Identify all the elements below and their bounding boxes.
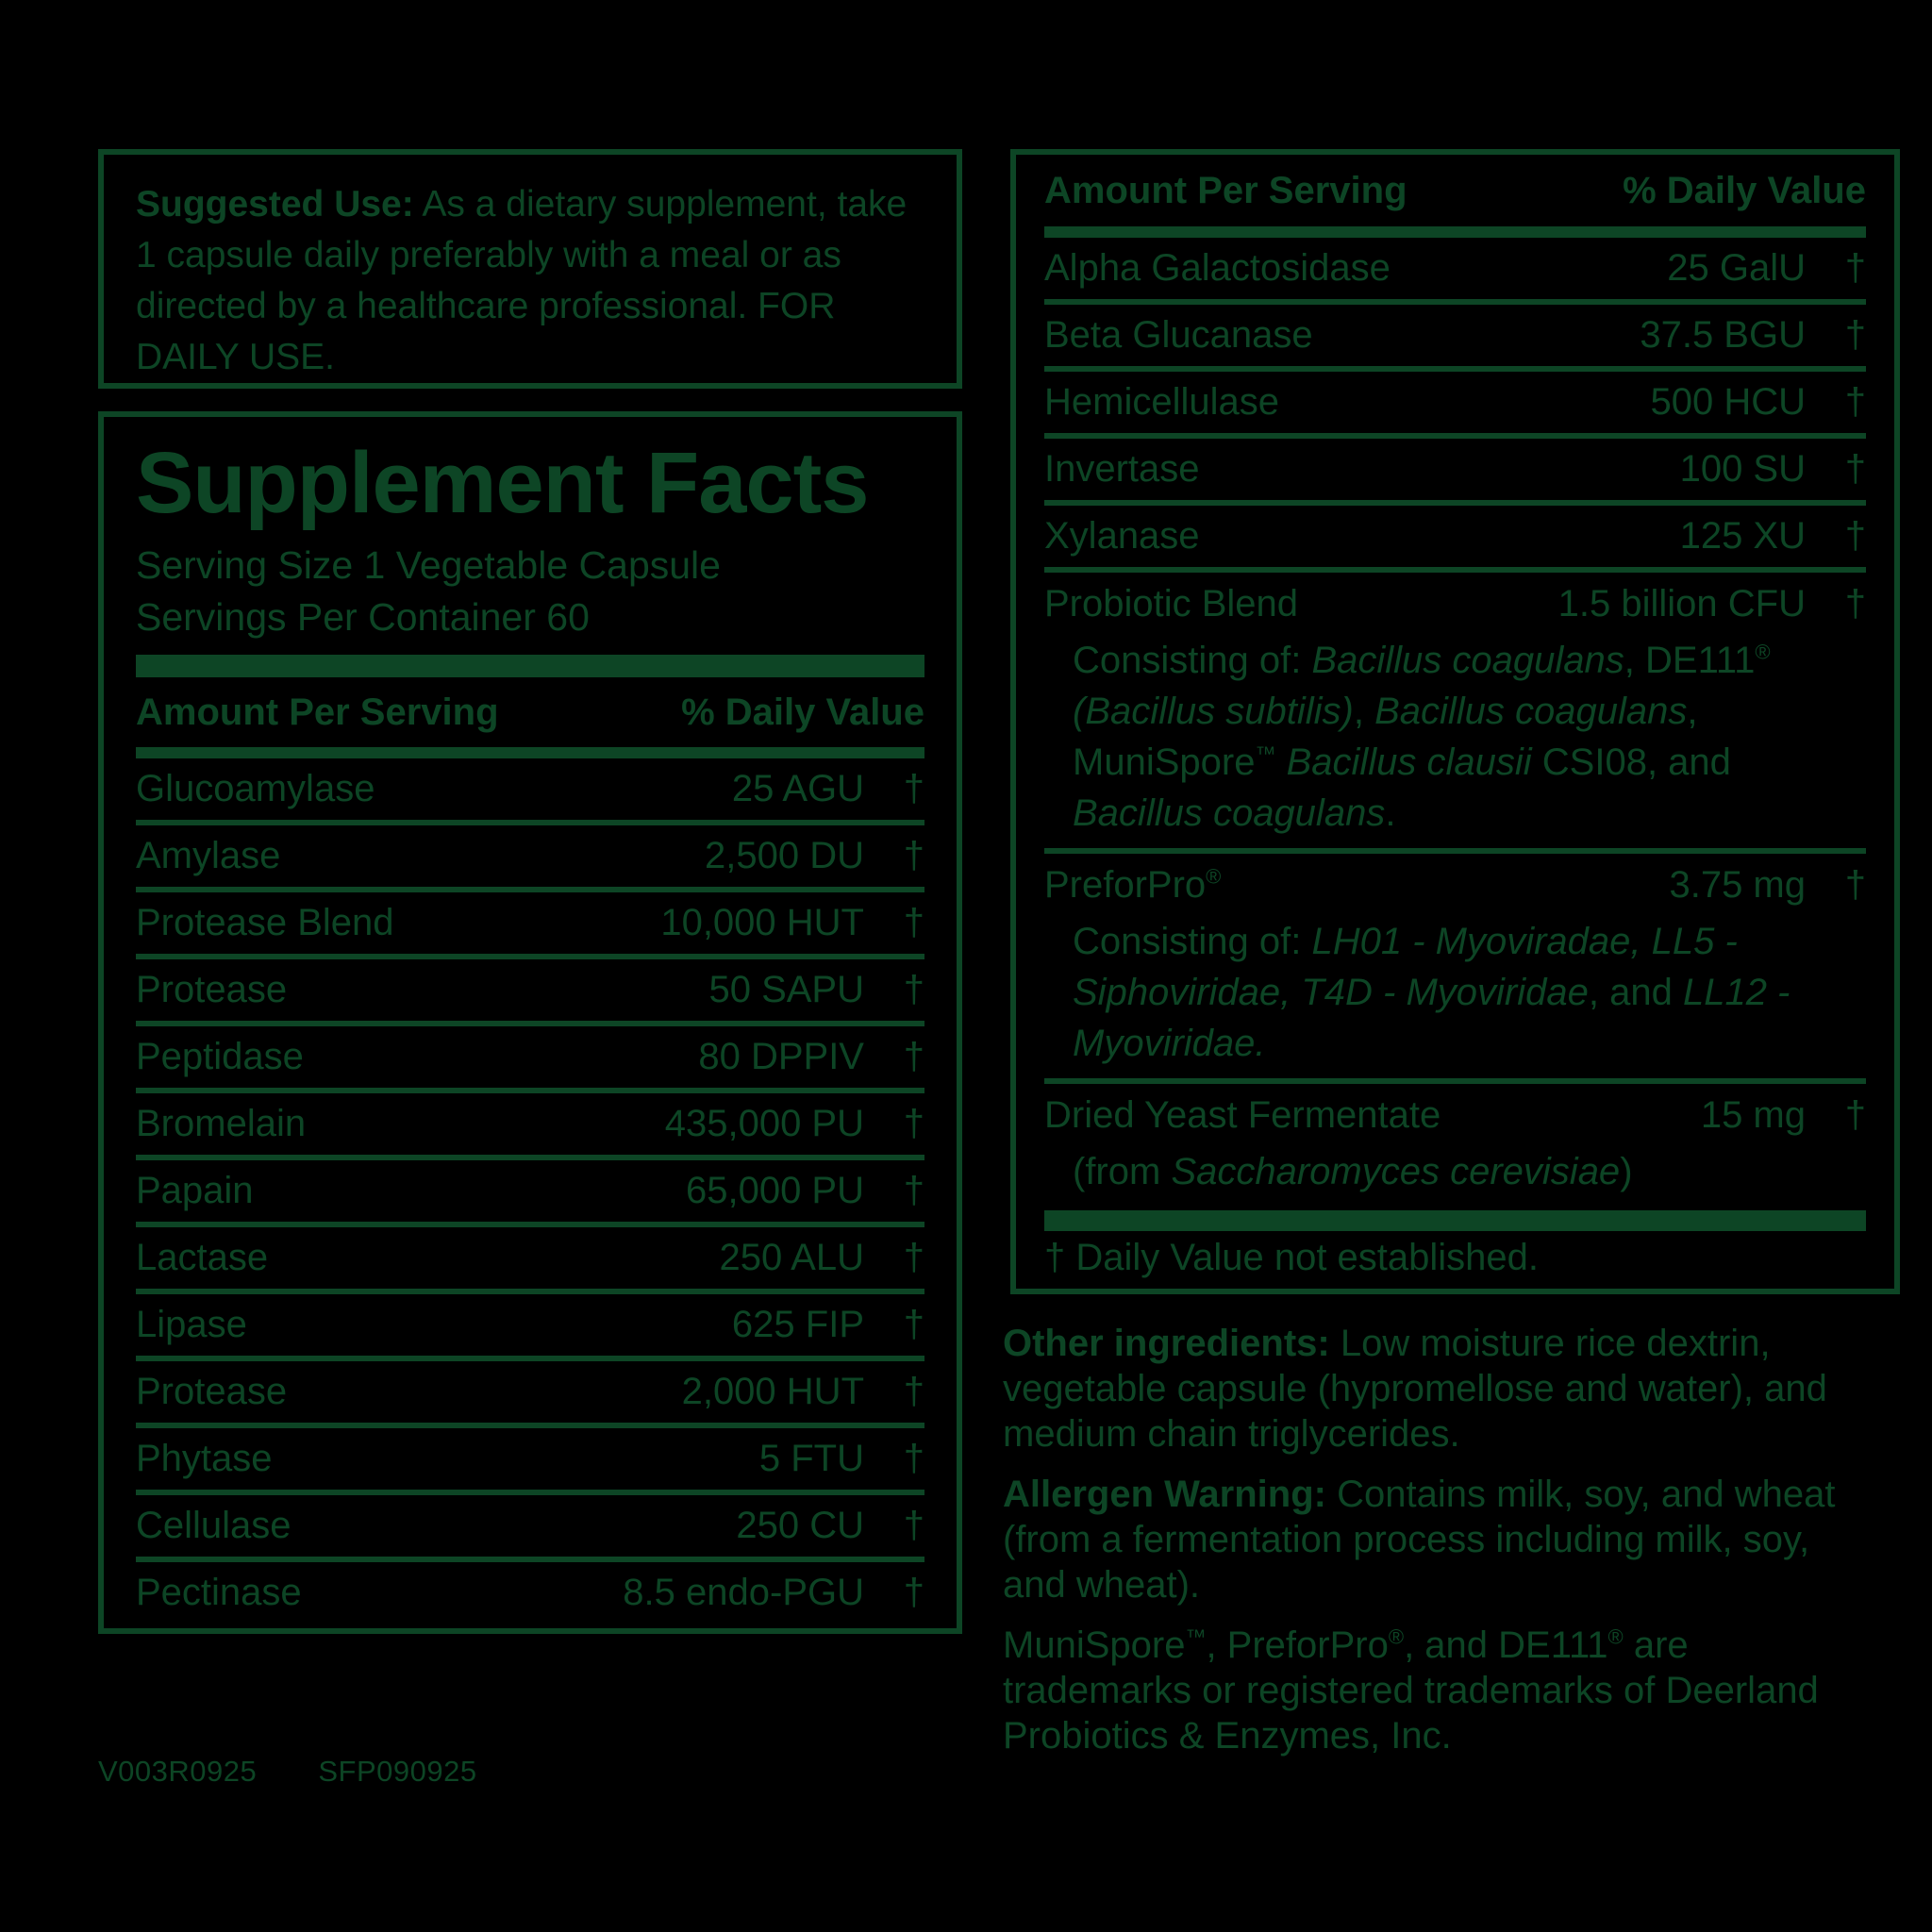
ingredient-row bbox=[136, 1361, 924, 1428]
ingredient-row bbox=[136, 1428, 924, 1495]
dagger-symbol: † bbox=[903, 835, 924, 876]
daily-value-label: % Daily Value bbox=[1623, 169, 1866, 211]
ingredient-row bbox=[1044, 439, 1866, 506]
dagger-symbol: † bbox=[903, 1304, 924, 1345]
probiotic-composition: Consisting of: Bacillus coagulans, DE111® (Bacillus subtilis), Bacillus coagulans, MuniSpore™ Bacillus clausii CSI08, and Bacillus coagulans. bbox=[1073, 640, 1771, 834]
divider-bar-thick bbox=[136, 655, 924, 677]
other-ingredients-paragraph bbox=[1003, 1321, 1871, 1457]
ingredient-amount: 2,500 DU bbox=[705, 835, 864, 876]
preforpro-composition: Consisting of: LH01 - Myoviradae, LL5 - Siphoviridae, T4D - Myoviridae, and LL12 - Myoviridae. bbox=[1073, 921, 1790, 1064]
dagger-symbol: † bbox=[903, 969, 924, 1010]
trademark-paragraph: MuniSpore™, PreforPro®, and DE111® are trademarks or registered trademarks of Deerland Probiotics & Enzymes, Inc. bbox=[1003, 1624, 1819, 1757]
ingredient-amount: 100 SU bbox=[1679, 448, 1806, 490]
allergen-warning-text: Contains milk, soy, and wheat (from a fermentation process including milk, soy, and wheat). bbox=[1003, 1474, 1836, 1606]
ingredient-name: Invertase bbox=[1044, 448, 1200, 490]
dagger-symbol: † bbox=[903, 1572, 924, 1613]
ingredient-amount: 125 XU bbox=[1679, 515, 1806, 557]
ingredient-row bbox=[136, 892, 924, 959]
preforpro-block bbox=[1044, 854, 1866, 1084]
dried-yeast-block bbox=[1044, 1084, 1866, 1205]
ingredient-name: Protease bbox=[136, 969, 288, 1010]
ingredient-name: Papain bbox=[136, 1170, 254, 1211]
dagger-symbol: † bbox=[1844, 448, 1866, 490]
lot-code: V003R0925 bbox=[98, 1755, 258, 1788]
right-column-header bbox=[1044, 155, 1866, 226]
allergen-warning-paragraph bbox=[1003, 1472, 1871, 1607]
ingredient-name: Amylase bbox=[136, 835, 281, 876]
info-paragraphs bbox=[1003, 1321, 1871, 1774]
dagger-symbol: † bbox=[1844, 515, 1866, 557]
ingredient-amount: 8.5 endo-PGU bbox=[623, 1572, 864, 1613]
ingredient-name: PreforPro® bbox=[1044, 863, 1222, 906]
ingredient-name: Bromelain bbox=[136, 1103, 307, 1144]
ingredient-amount: 25 GalU bbox=[1667, 247, 1806, 289]
dagger-symbol: † bbox=[903, 1505, 924, 1546]
dagger-symbol: † bbox=[1844, 1093, 1866, 1136]
amount-per-serving-label: Amount Per Serving bbox=[136, 691, 499, 733]
ingredient-row bbox=[136, 1160, 924, 1227]
ingredient-row bbox=[136, 1227, 924, 1294]
other-ingredients-lead: Other ingredients: bbox=[1003, 1323, 1330, 1364]
ingredient-amount: 25 AGU bbox=[731, 768, 864, 809]
ingredient-name: Hemicellulase bbox=[1044, 381, 1279, 423]
ingredient-amount: 15 mg bbox=[1700, 1093, 1806, 1136]
ingredient-row bbox=[1044, 506, 1866, 573]
ingredient-amount: 5 FTU bbox=[758, 1438, 864, 1479]
ingredient-amount: 250 ALU bbox=[719, 1237, 864, 1278]
dagger-symbol: † bbox=[903, 1438, 924, 1479]
dagger-symbol: † bbox=[903, 1103, 924, 1144]
allergen-warning-lead: Allergen Warning: bbox=[1003, 1474, 1326, 1515]
sfp-code: SFP090925 bbox=[318, 1755, 477, 1788]
ingredient-row bbox=[136, 758, 924, 825]
dagger-symbol: † bbox=[1844, 582, 1866, 625]
daily-value-label: % Daily Value bbox=[681, 691, 924, 733]
ingredient-amount: 65,000 PU bbox=[685, 1170, 864, 1211]
ingredient-amount: 500 HCU bbox=[1650, 381, 1806, 423]
ingredient-amount: 435,000 PU bbox=[664, 1103, 864, 1144]
dagger-symbol: † bbox=[903, 1036, 924, 1077]
servings-per-container: Servings Per Container 60 bbox=[136, 595, 590, 639]
ingredient-name: Cellulase bbox=[136, 1505, 291, 1546]
dagger-symbol: † bbox=[1844, 314, 1866, 356]
dagger-symbol: † bbox=[1844, 863, 1866, 906]
ingredient-row bbox=[1044, 854, 1866, 916]
ingredient-row bbox=[136, 1294, 924, 1361]
ingredient-row bbox=[1044, 573, 1866, 635]
ingredient-amount: 3.75 mg bbox=[1669, 863, 1806, 906]
suggested-use-box bbox=[98, 149, 962, 389]
dagger-symbol: † bbox=[1844, 381, 1866, 423]
ingredient-row bbox=[136, 1026, 924, 1093]
ingredient-row bbox=[136, 825, 924, 892]
dagger-symbol: † bbox=[903, 1170, 924, 1211]
dagger-symbol: † bbox=[903, 768, 924, 809]
ingredient-name: Protease Blend bbox=[136, 902, 394, 943]
ingredient-name: Protease bbox=[136, 1371, 288, 1412]
footer-codes bbox=[98, 1755, 530, 1789]
suggested-use-text bbox=[136, 179, 924, 383]
ingredient-amount: 37.5 BGU bbox=[1640, 314, 1806, 356]
ingredient-row bbox=[1044, 372, 1866, 439]
ingredient-name: Probiotic Blend bbox=[1044, 582, 1299, 625]
ingredient-row bbox=[136, 1562, 924, 1624]
ingredient-name: Glucoamylase bbox=[136, 768, 375, 809]
ingredient-amount: 80 DPPIV bbox=[698, 1036, 864, 1077]
divider-bar-medium bbox=[136, 747, 924, 758]
daily-value-footnote: † Daily Value not established. bbox=[1044, 1236, 1540, 1278]
ingredient-row bbox=[1044, 238, 1866, 305]
ingredient-row bbox=[1044, 305, 1866, 372]
dagger-symbol: † bbox=[903, 1371, 924, 1412]
ingredient-name: Xylanase bbox=[1044, 515, 1200, 557]
ingredient-amount: 10,000 HUT bbox=[660, 902, 864, 943]
ingredient-row bbox=[136, 959, 924, 1026]
ingredient-name: Peptidase bbox=[136, 1036, 304, 1077]
ingredient-row bbox=[136, 1093, 924, 1160]
ingredient-name: Pectinase bbox=[136, 1572, 302, 1613]
supplement-facts-box bbox=[98, 411, 962, 1634]
ingredient-name: Beta Glucanase bbox=[1044, 314, 1313, 356]
ingredient-amount: 2,000 HUT bbox=[681, 1371, 864, 1412]
dagger-symbol: † bbox=[903, 1237, 924, 1278]
dried-yeast-source: (from Saccharomyces cerevisiae) bbox=[1073, 1151, 1633, 1192]
ingredient-name: Alpha Galactosidase bbox=[1044, 247, 1391, 289]
ingredient-name: Lipase bbox=[136, 1304, 247, 1345]
ingredient-name: Lactase bbox=[136, 1237, 269, 1278]
probiotic-blend-block bbox=[1044, 573, 1866, 854]
suggested-use-lead: Suggested Use: bbox=[136, 184, 414, 225]
ingredient-row bbox=[136, 1495, 924, 1562]
ingredient-amount: 625 FIP bbox=[731, 1304, 864, 1345]
dagger-symbol: † bbox=[903, 902, 924, 943]
facts-column-header bbox=[136, 677, 924, 747]
serving-size: Serving Size 1 Vegetable Capsule bbox=[136, 543, 721, 587]
ingredient-row bbox=[1044, 1084, 1866, 1146]
right-facts-box bbox=[1010, 149, 1900, 1294]
divider-bar-medium bbox=[1044, 226, 1866, 238]
ingredient-amount: 250 CU bbox=[736, 1505, 864, 1546]
ingredient-amount: 1.5 billion CFU bbox=[1557, 582, 1806, 625]
suggested-use-body: As a dietary supplement, take 1 capsule daily preferably with a meal or as directed by a healthcare professional. FOR DAILY USE. bbox=[136, 184, 908, 377]
ingredient-amount: 50 SAPU bbox=[708, 969, 864, 1010]
other-ingredients-text: Low moisture rice dextrin, vegetable capsule (hypromellose and water), and medium chain triglycerides. bbox=[1003, 1323, 1827, 1455]
dagger-symbol: † bbox=[1844, 247, 1866, 289]
supplement-facts-title: Supplement Facts bbox=[136, 435, 869, 531]
divider-bar-thick bbox=[1044, 1210, 1866, 1231]
ingredient-name: Dried Yeast Fermentate bbox=[1044, 1093, 1441, 1136]
amount-per-serving-label: Amount Per Serving bbox=[1044, 169, 1407, 211]
ingredient-name: Phytase bbox=[136, 1438, 273, 1479]
